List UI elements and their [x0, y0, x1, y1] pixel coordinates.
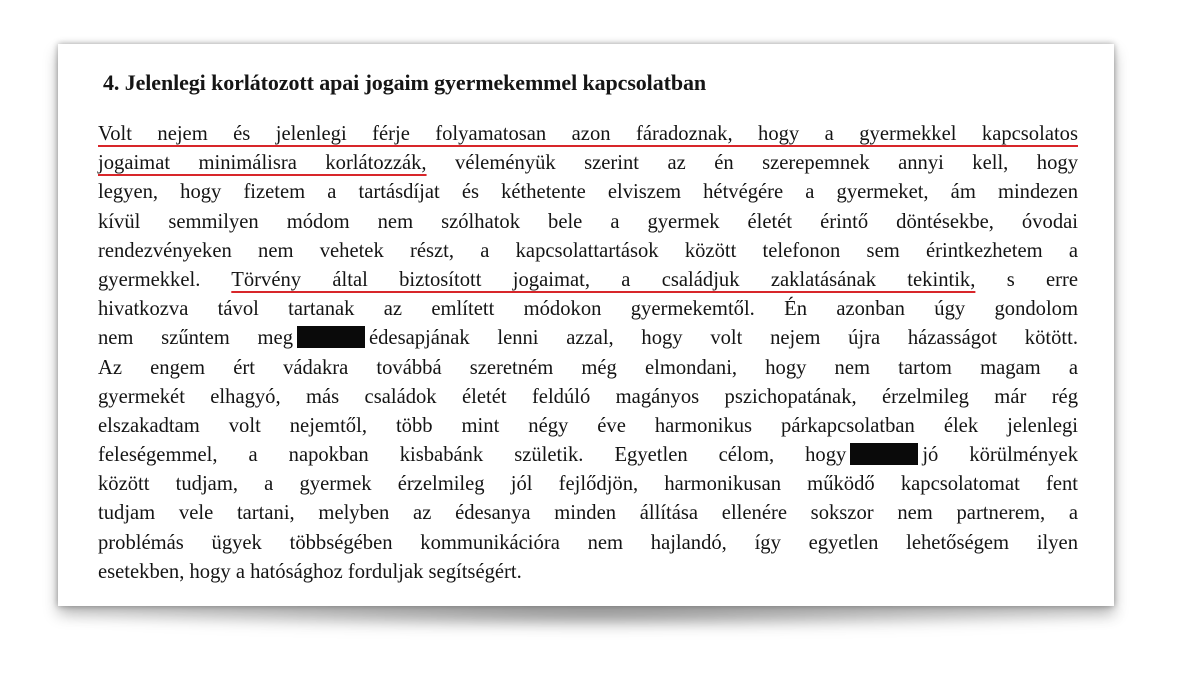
- highlighted-passage: jogaimat minimálisra korlátozzák,: [98, 152, 427, 175]
- text-segment: gyermekkel.: [98, 268, 232, 291]
- text-segment: között tudjam, a gyermek érzelmileg jól fejlődjön, harmonikusan működő kapcsolatomat fent: [98, 473, 1078, 496]
- text-segment: jó körülmények: [922, 444, 1078, 467]
- text-line: [98, 237, 1078, 266]
- text-line: [98, 266, 1078, 295]
- text-segment: elszakadtam volt nejemtől, több mint négy éve harmonikus párkapcsolatban élek jelenlegi: [98, 414, 1078, 437]
- text-segment: tudjam vele tartani, melyben az édesanya minden állítása ellenére sokszor nem partnerem, a: [98, 502, 1078, 525]
- text-segment: problémás ügyek többségében kommunikációra nem hajlandó, így egyetlen lehetőségem ilyen: [98, 531, 1078, 554]
- text-segment: Az engem ért vádakra továbbá szeretném még elmondani, hogy nem tartom magam a: [98, 356, 1078, 379]
- text-segment: s erre: [975, 268, 1079, 291]
- text-segment: nem szűntem meg: [98, 327, 293, 350]
- text-segment: feleségemmel, a napokban kisbabánk születik. Egyetlen célom, hogy: [98, 444, 847, 467]
- redaction-block: [297, 326, 365, 348]
- document-body: [98, 120, 1078, 587]
- redaction-block: [850, 443, 918, 465]
- text-segment: véleményük szerint az én szerepemnek annyi kell, hogy: [426, 152, 1078, 175]
- text-line: [98, 499, 1078, 528]
- section-heading: 4. Jelenlegi korlátozott apai jogaim gyermekemmel kapcsolatban: [103, 70, 706, 95]
- text-line: [98, 529, 1078, 558]
- text-line: [98, 120, 1078, 149]
- text-segment: gyermekét elhagyó, más családok életét feldúló magányos pszichopatának, érzelmileg már rég: [98, 385, 1078, 408]
- text-line: [98, 470, 1078, 499]
- text-line: [98, 324, 1078, 353]
- text-segment: rendezvényeken nem vehetek részt, a kapcsolattartások között telefonon sem érintkezhetem a: [98, 239, 1078, 262]
- text-line: [98, 178, 1078, 207]
- text-line: [98, 558, 1078, 587]
- text-line: [98, 383, 1078, 412]
- text-line: [98, 441, 1078, 470]
- text-segment: kívül semmilyen módom nem szólhatok bele a gyermek életét érintő döntésekbe, óvodai: [98, 210, 1078, 233]
- text-segment: hivatkozva távol tartanak az említett módokon gyermekemtől. Én azonban úgy gondolom: [98, 298, 1078, 321]
- text-segment: édesapjának lenni azzal, hogy volt nejem újra házasságot kötött.: [369, 327, 1079, 350]
- text-line: [98, 295, 1078, 324]
- highlighted-passage: Törvény által biztosított jogaimat, a családjuk zaklatásának tekintik,: [231, 268, 976, 291]
- highlighted-passage: Volt nejem és jelenlegi férje folyamatosan azon fáradoznak, hogy a gyermekkel kapcsolatos: [98, 123, 1078, 145]
- text-line: [98, 412, 1078, 441]
- text-segment: legyen, hogy fizetem a tartásdíjat és kéthetente elviszem hétvégére a gyermeket, ám mindezen: [98, 181, 1078, 204]
- text-line: [98, 208, 1078, 237]
- text-segment: esetekben, hogy a hatósághoz forduljak segítségért.: [98, 560, 522, 583]
- text-line: [98, 149, 1078, 178]
- text-line: [98, 354, 1078, 383]
